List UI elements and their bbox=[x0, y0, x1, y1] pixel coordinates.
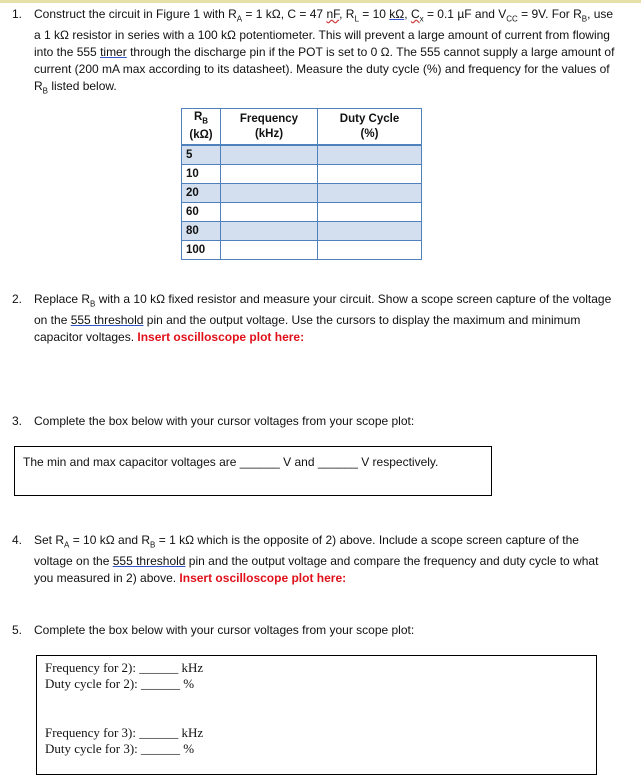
answer-box-capacitor-voltages[interactable] bbox=[14, 446, 492, 496]
answer-box-text: The min and max capacitor voltages are ______ V and ______ V respectively. bbox=[23, 455, 439, 469]
question-2-text: Replace $R_B$ with a 10 kΩ fixed resistor and measure your circuit. Show a scope screen capture of the voltage on the 555 threshold pin and the output voltage. Use the cursors to display the maximum and minimum capacitor voltages. Insert oscilloscope plot here: bbox=[34, 292, 612, 345]
duty-cycle-2-line: Duty cycle for 2): ______ % bbox=[45, 676, 195, 691]
question-number: 4. bbox=[12, 533, 23, 547]
rb-value: 20 bbox=[182, 184, 221, 203]
question-2 bbox=[12, 291, 617, 346]
question-4 bbox=[12, 532, 617, 587]
header-frequency: Frequency (kHz) bbox=[221, 109, 318, 146]
header-rb: $R_B$ (kΩ) bbox=[182, 109, 221, 146]
table-row bbox=[182, 203, 422, 222]
duty-cycle-cell[interactable] bbox=[318, 203, 422, 222]
question-3 bbox=[12, 413, 617, 430]
duty-cycle-cell[interactable] bbox=[318, 241, 422, 260]
table-row bbox=[182, 241, 422, 260]
header-duty-cycle: Duty Cycle (%) bbox=[318, 109, 422, 146]
duty-cycle-3-line: Duty cycle for 3): ______ % bbox=[45, 741, 195, 756]
question-1-text: Construct the circuit in Figure 1 with $R_A = 1$ kΩ, C = 47 nF, $R_L = 10$ kΩ, $C_x = 0.1$ µF and $V_{CC} = 9V$. For $R_B$, use a 1 kΩ resistor in series with a 100 kΩ potentiometer. This will prevent a large amount of current from flowing into the 555 timer through the discharge pin if the POT is set to 0 Ω. The 555 cannot supply a large amount of current (200 mA max according to its datasheet). Measure the duty cycle (%) and frequency for the values of $R_B$ listed below. bbox=[34, 7, 615, 96]
question-number: 3. bbox=[12, 414, 23, 428]
frequency-3-line: Frequency for 3): ______ kHz bbox=[45, 725, 204, 740]
question-5 bbox=[12, 622, 617, 639]
rb-value: 100 bbox=[182, 241, 221, 260]
answer-lines-2 bbox=[45, 660, 203, 692]
question-1 bbox=[12, 6, 617, 100]
rb-value: 60 bbox=[182, 203, 221, 222]
question-4-text: Set $R_A = 10$ kΩ and $R_B = 1$ kΩ which is the opposite of 2) above. Include a scope screen capture of the voltage on the 555 threshold pin and the output voltage and compare the frequency and duty cycle to what you measured in 2) above. Insert oscilloscope plot here: bbox=[34, 533, 599, 586]
duty-cycle-cell[interactable] bbox=[318, 184, 422, 203]
frequency-cell[interactable] bbox=[221, 222, 318, 241]
table-row bbox=[182, 145, 422, 165]
frequency-cell[interactable] bbox=[221, 145, 318, 165]
duty-cycle-cell[interactable] bbox=[318, 145, 422, 165]
question-number: 5. bbox=[12, 623, 23, 637]
frequency-2-line: Frequency for 2): ______ kHz bbox=[45, 660, 204, 675]
rb-value: 5 bbox=[182, 145, 221, 165]
duty-cycle-cell[interactable] bbox=[318, 222, 422, 241]
page-top-border bbox=[0, 0, 641, 3]
frequency-cell[interactable] bbox=[221, 203, 318, 222]
answer-lines-3 bbox=[45, 725, 203, 757]
duty-cycle-cell[interactable] bbox=[318, 165, 422, 184]
table-row bbox=[182, 184, 422, 203]
question-number: 1. bbox=[12, 7, 23, 21]
rb-value: 80 bbox=[182, 222, 221, 241]
question-3-text: Complete the box below with your cursor voltages from your scope plot: bbox=[34, 414, 415, 428]
frequency-cell[interactable] bbox=[221, 165, 318, 184]
question-5-text: Complete the box below with your cursor voltages from your scope plot: bbox=[34, 623, 415, 637]
question-number: 2. bbox=[12, 292, 23, 306]
table-row bbox=[182, 222, 422, 241]
rb-value: 10 bbox=[182, 165, 221, 184]
frequency-cell[interactable] bbox=[221, 184, 318, 203]
rb-measurement-table bbox=[181, 108, 422, 260]
frequency-cell[interactable] bbox=[221, 241, 318, 260]
answer-box-frequency-duty[interactable] bbox=[36, 655, 597, 775]
table-row bbox=[182, 165, 422, 184]
